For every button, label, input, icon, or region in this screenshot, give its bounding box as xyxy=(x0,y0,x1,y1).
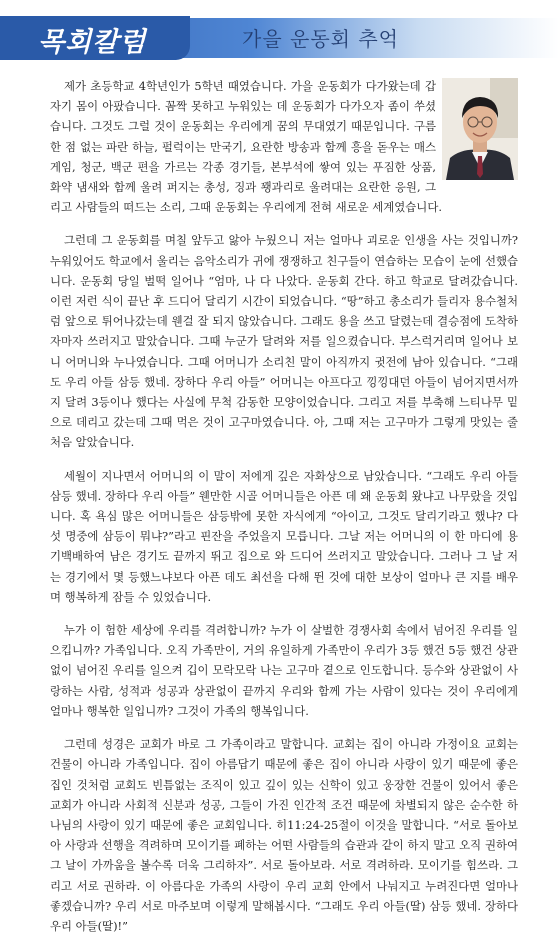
article-title: 가을 운동회 추억 xyxy=(242,27,399,51)
paragraph-1-text: 제가 초등학교 4학년인가 5학년 때였습니다. 가을 운동회가 다가왔는데 갑자기 몸이 아팠습니다. 꼼짝 못하고 누워있는 데 운동회가 다가오자 좀이 쑤셨습니다. 그것도 그럴 것이 운동회는 우리에게 꿈의 무대였기 때문입니다. 구름 한 점 없는 파란 하늘, 펄럭이는 만국기, 요란한 방송과 함께 흥을 돋우는 매스 게임, 청군, 백군 편을 가르는 각종 경기들, 본부석에 쌓여 있는 푸짐한 상품, 화약 냄새와 함께 울려 퍼지는 총성, 징과 꽹과리로 울려대는 요란한 응원, 그리고 사람들의 떠드는 소리, 그때 운동회는 우리에게 전혀 새로운 세계였습니다. xyxy=(50,79,442,215)
paragraph-2: 그런데 그 운동회를 며칠 앞두고 앓아 누웠으니 저는 얼마나 괴로운 인생을 사는 것입니까? 누워있어도 학교에서 울리는 음악소리가 귀에 쟁쟁하고 친구들이 연습하는 모습이 눈에 선했습니다. 운동회 당일 벌떡 일어나 “엄마, 나 다 나았다. 운동회 간다. 하고 학교로 달려갔습니다. 이런 저런 식이 끝난 후 드디어 달리기 시간이 되었습니다. “땅”하고 총소리가 들리자 용수철처럼 앞으로 튀어나갔는데 웬걸 잘 되지 않았습니다. 그래도 용을 쓰고 달렸는데 결승점에 도착하자마자 쓰러지고 말았습니다. 그때 누군가 달려와 저를 일으켰습니다. 부스럭거리며 일어나 보니 어머니와 누나였습니다. 그때 어머니가 소리친 말이 아직까지 귓전에 남아 있습니다. “그래도 우리 아들 삼등 했네. 장하다 우리 아들” 어머니는 아프다고 낑낑대던 아들이 넘어지면서까지 달려 3등이나 했다는 사실에 무척 감동한 모양이었습니다. 그리고 저를 부축해 느티나무 밑으로 데리고 갔는데 그때 먹은 것이 고구마였습니다. 아, 그때 저는 고구마가 그렇게 맛있는 줄 처음 알았습니다. xyxy=(50,233,518,450)
article-body xyxy=(50,76,518,949)
column-header xyxy=(0,0,559,72)
paragraph-3: 세월이 지나면서 어머니의 이 말이 저에게 깊은 자화상으로 남았습니다. “그래도 우리 아들 삼등 했네. 장하다 우리 아들” 웬만한 시골 어머니들은 아픈 데 왜 운동회 왔냐고 나무랐을 것입니다. 혹 욕심 많은 어머니들은 삼등밖에 못한 자식에게 “아이고, 그것도 달리기라고 했냐? 다섯 명중에 삼등이 뭐냐?”라고 핀잔을 주었을지 모릅니다. 그날 저는 어머니의 이 한 마디에 용기백배하여 남은 경기도 끝까지 뛰고 집으로 와 드디어 쓰러지고 말았습니다. 그러나 그 날 저는 경기에서 몇 등했느냐보다 아픈 데도 최선을 다해 뛴 것에 대한 보상이 얼마나 큰 지를 배우며 행복하게 잠들 수 있었습니다. xyxy=(50,468,518,604)
paragraph-4: 누가 이 험한 세상에 우리를 격려합니까? 누가 이 살벌한 경쟁사회 속에서 넘어진 우리를 일으킵니까? 가족입니다. 오직 가족만이, 거의 유일하게 가족만이 우리가 3등 했건 5등 했건 상관없이 넘어진 우리를 일으켜 깁이 모락모락 나는 고구마 곁으로 인도합니다. 등수와 상관없이 사랑하는 사람, 성적과 성공과 상관없이 끝까지 우리와 함께 가는 사람이 있다는 것이 우리에게 얼마나 행복한 일입니까? 그것이 가족의 행복입니다. xyxy=(50,623,518,718)
column-title: 목회칼럼 xyxy=(38,27,147,58)
pastor-portrait-icon xyxy=(442,78,518,180)
paragraph-1 xyxy=(50,76,518,217)
paragraph-5: 그런데 성경은 교회가 바로 그 가족이라고 말합니다. 교회는 집이 아니라 가정이요 교회는 건물이 아니라 가족입니다. 집이 아름답기 때문에 좋은 집이 아니라 사랑이 있기 때문에 좋은 집인 것처럼 교회도 빈틈없는 조직이 있고 깊이 있는 신학이 있고 웅장한 건물이 있어서 좋은 교회가 아니라 사회적 신분과 성공, 그들이 가진 인간적 조건 때문에 차별되지 않은 순수한 하나님의 사랑이 있기 때문에 좋은 교회입니다. 히11:24-25절이 이것을 말합니다. “서로 돌아보아 사랑과 선행을 격려하며 모이기를 폐하는 어떤 사람들의 습관과 같이 하지 말고 오직 권하여 그 날이 가까움을 볼수록 더욱 그리하자”. 서로 돌아보라. 서로 격려하라. 모이기를 힘쓰라. 그리고 서로 권하라. 이 아름다운 가족의 사랑이 우리 교회 안에서 나눠지고 누려진다면 얼마나 좋겠습니까? 우리 서로 마주보며 이렇게 말해봅시다. “그래도 우리 아들(딸) 삼등 했네. 장하다 우리 아들(딸)!” xyxy=(50,737,518,933)
